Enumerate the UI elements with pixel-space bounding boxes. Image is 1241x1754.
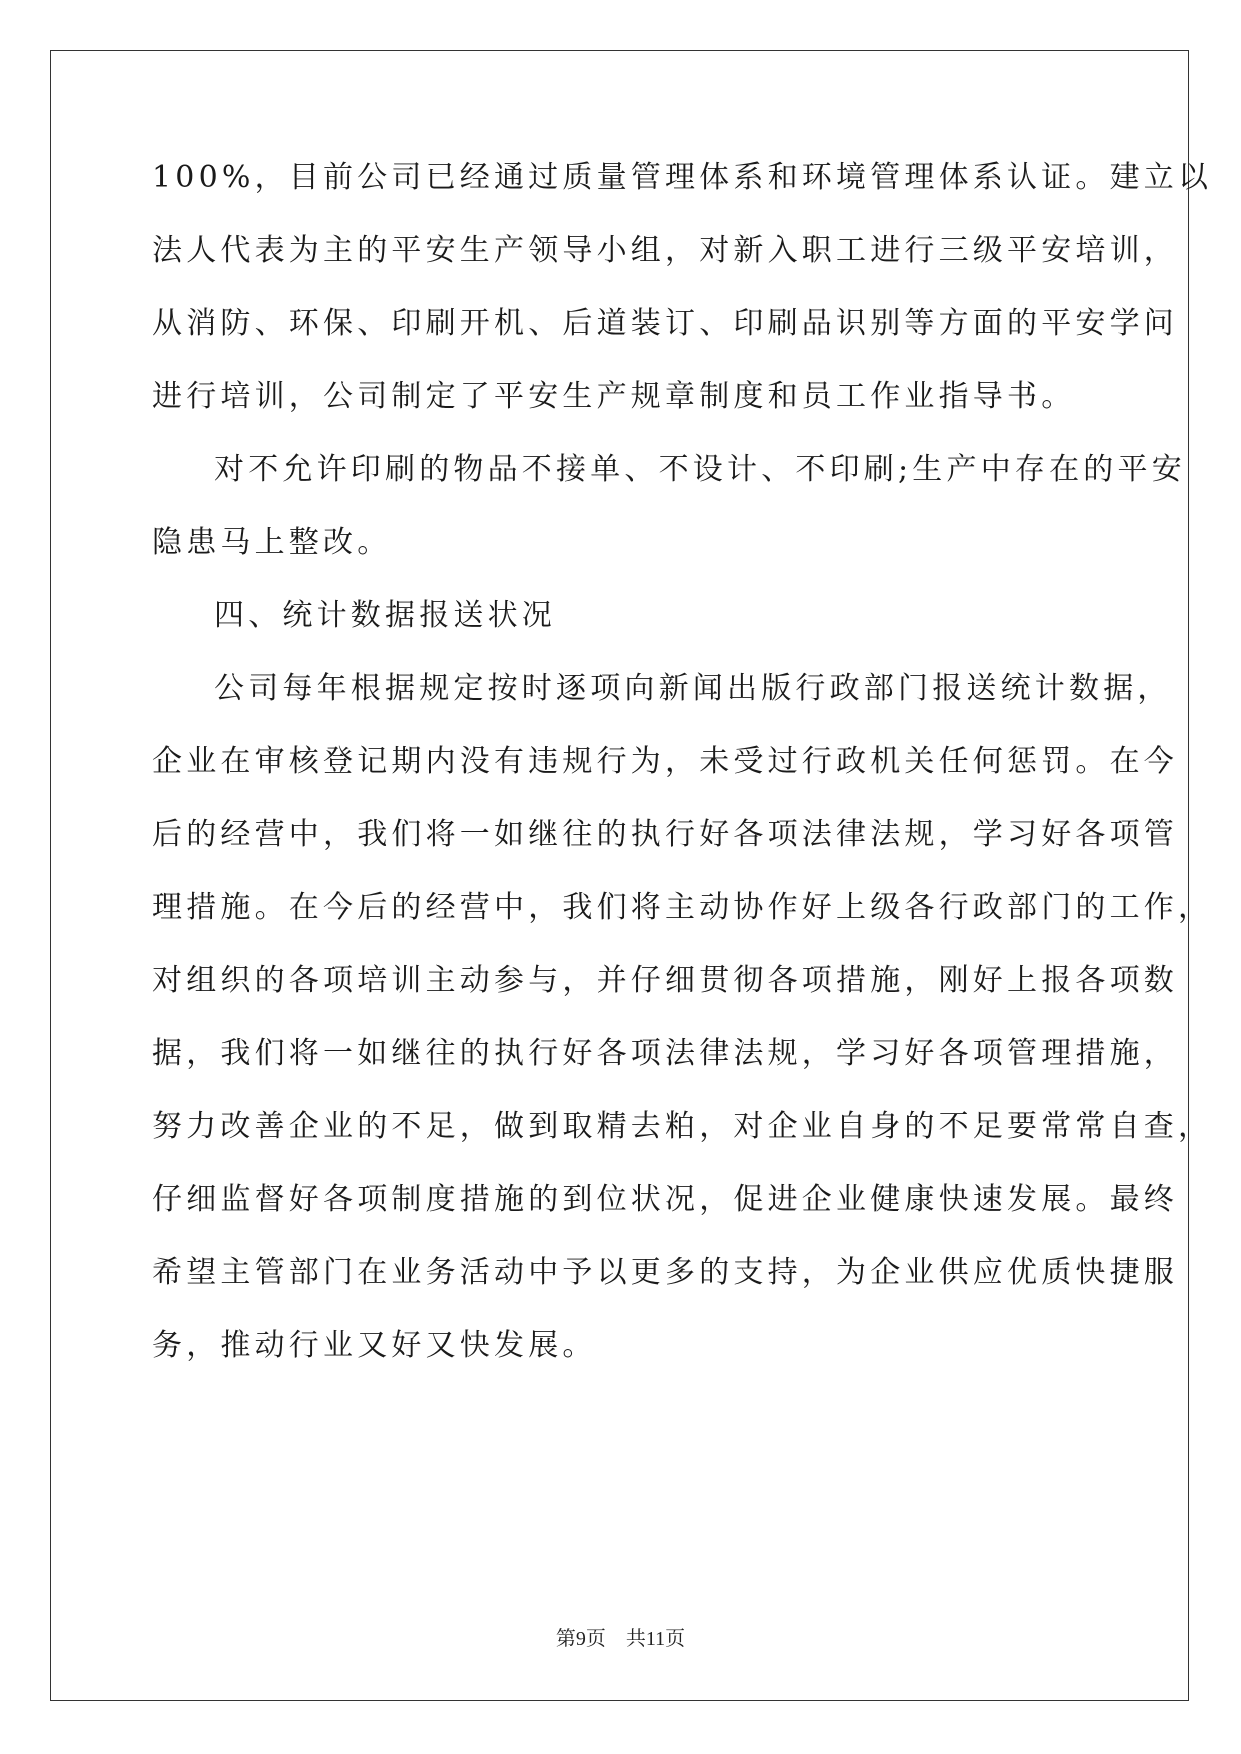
page-frame <box>50 50 1189 1701</box>
paragraph-1-line-4: 进行培训，公司制定了平安生产规章制度和员工作业指导书。 <box>152 379 1076 414</box>
paragraph-1-line-1: 100%，目前公司已经通过质量管理体系和环境管理体系认证。建立以 <box>152 160 1213 195</box>
paragraph-3-line-8: 仔细监督好各项制度措施的到位状况，促进企业健康快速发展。最终 <box>152 1182 1178 1217</box>
paragraph-3-line-1: 公司每年根据规定按时逐项向新闻出版行政部门报送统计数据， <box>214 671 1172 706</box>
paragraph-3-line-7: 努力改善企业的不足，做到取精去粕，对企业自身的不足要常常自查， <box>152 1109 1213 1144</box>
paragraph-3-line-10: 务，推动行业又好又快发展。 <box>152 1328 597 1363</box>
paragraph-3-line-2: 企业在审核登记期内没有违规行为，未受过行政机关任何惩罚。在今 <box>152 744 1178 779</box>
paragraph-1-line-3: 从消防、环保、印刷开机、后道装订、印刷品识别等方面的平安学问 <box>152 306 1178 341</box>
section-heading: 四、统计数据报送状况 <box>214 598 556 633</box>
paragraph-3-line-9: 希望主管部门在业务活动中予以更多的支持，为企业供应优质快捷服 <box>152 1255 1178 1290</box>
paragraph-3-line-5: 对组织的各项培训主动参与，并仔细贯彻各项措施，刚好上报各项数 <box>152 963 1178 998</box>
paragraph-2-line-2: 隐患马上整改。 <box>152 525 392 560</box>
paragraph-2-line-1: 对不允许印刷的物品不接单、不设计、不印刷;生产中存在的平安 <box>214 452 1186 487</box>
paragraph-3-line-4: 理措施。在今后的经营中，我们将主动协作好上级各行政部门的工作， <box>152 890 1213 925</box>
paragraph-1-line-2: 法人代表为主的平安生产领导小组，对新入职工进行三级平安培训， <box>152 233 1178 268</box>
page-number-footer: 第9页 共11页 <box>555 1628 686 1650</box>
paragraph-3-line-6: 据，我们将一如继往的执行好各项法律法规，学习好各项管理措施， <box>152 1036 1178 1071</box>
paragraph-3-line-3: 后的经营中，我们将一如继往的执行好各项法律法规，学习好各项管 <box>152 817 1178 852</box>
